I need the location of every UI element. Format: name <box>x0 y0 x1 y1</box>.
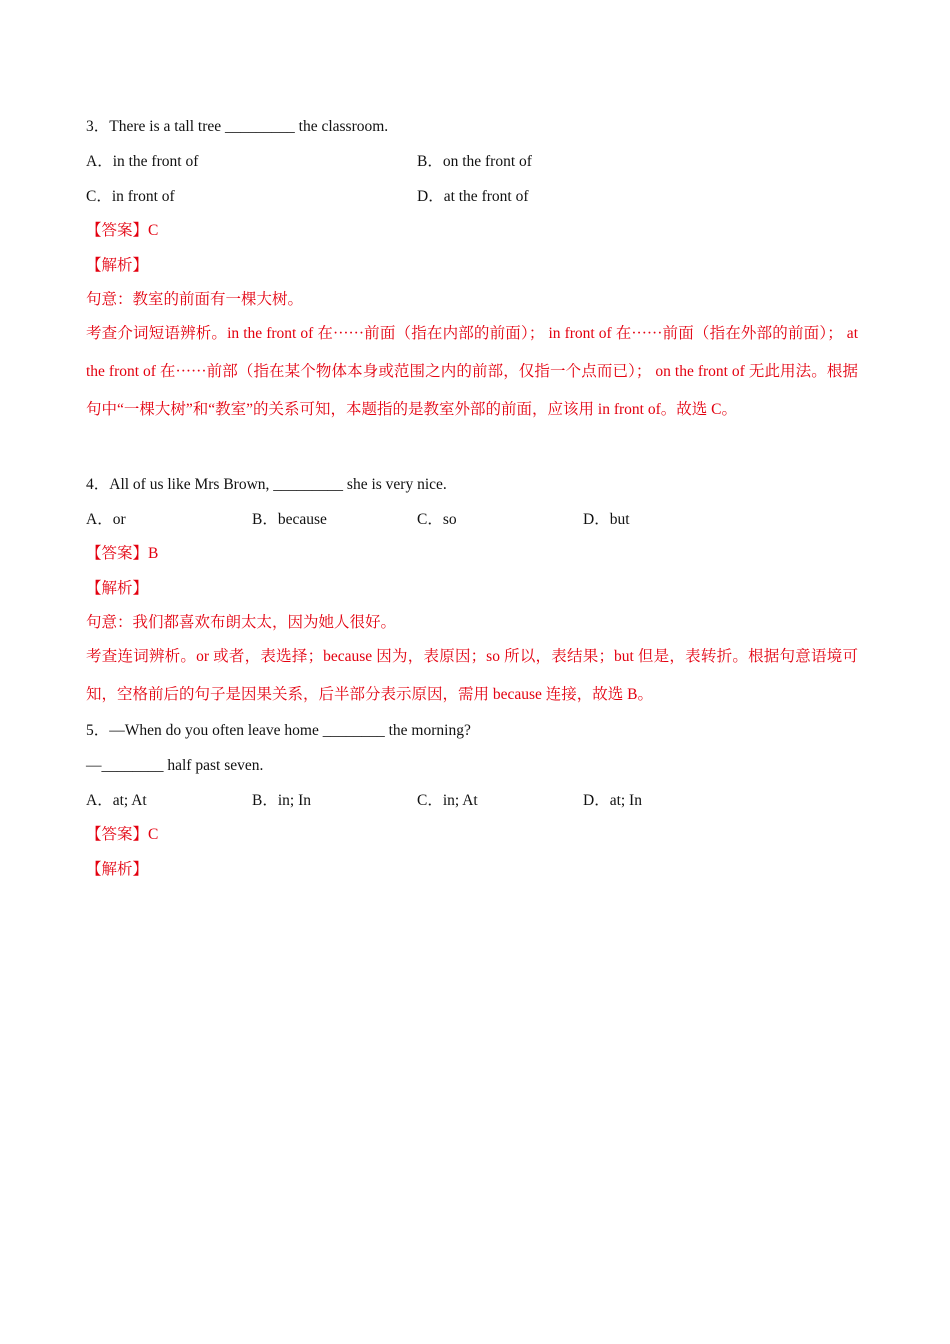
question-4-meaning: 句意：我们都喜欢布朗太太，因为她人很好。 <box>86 614 397 631</box>
question-3-stem: 3．There is a tall tree _________ the classroom. <box>86 118 389 135</box>
question-4-answer: 【答案】B <box>86 545 159 562</box>
question-4-explanation: 考查连词辨析。or 或者，表选择；because 因为，表原因；so 所以，表结果；but 但是，表转折。根据句意语境可知，空格前后的句子是因果关系，后半部分表示原因，需用 because 连接，故选 B。 <box>86 648 858 703</box>
question-5-stem: 5．—When do you often leave home ________ the morning? <box>86 722 471 739</box>
question-5-option-b: B．in; In <box>252 792 311 809</box>
question-3-option-a: A．in the front of <box>86 153 199 170</box>
question-4-option-b: B．because <box>252 511 327 528</box>
question-5-answer: 【答案】C <box>86 826 159 843</box>
question-4-option-c: C．so <box>417 511 457 528</box>
question-5-option-a: A．at; At <box>86 792 147 809</box>
question-5-option-d: D．at; In <box>583 792 642 809</box>
question-3-meaning: 句意：教室的前面有一棵大树。 <box>86 291 304 308</box>
question-3-option-b: B．on the front of <box>417 153 532 170</box>
question-5-analysis-label: 【解析】 <box>86 861 149 878</box>
question-4-stem: 4．All of us like Mrs Brown, _________ she is very nice. <box>86 476 447 493</box>
question-3-answer: 【答案】C <box>86 222 159 239</box>
question-3-option-c: C．in front of <box>86 188 175 205</box>
question-3-option-d: D．at the front of <box>417 188 529 205</box>
question-3-analysis-label: 【解析】 <box>86 257 149 274</box>
question-4-option-a: A．or <box>86 511 126 528</box>
question-4-option-d: D．but <box>583 511 630 528</box>
question-4-analysis-label: 【解析】 <box>86 580 149 597</box>
question-5-option-c: C．in; At <box>417 792 478 809</box>
question-5-stem-reply: —________ half past seven. <box>86 757 264 774</box>
question-3-explanation: 考查介词短语辨析。in the front of 在······前面（指在内部的前面）； in front of 在······前面（指在外部的前面）； at the front of 在······前部（指在某个物体本身或范围之内的前部，仅指一个点而已）； on the front of 无此用法。根据句中“一棵大树”和“教室”的关系可知，本题指的是教室外部的前面，应该用 in front of。故选 C。 <box>86 325 858 418</box>
